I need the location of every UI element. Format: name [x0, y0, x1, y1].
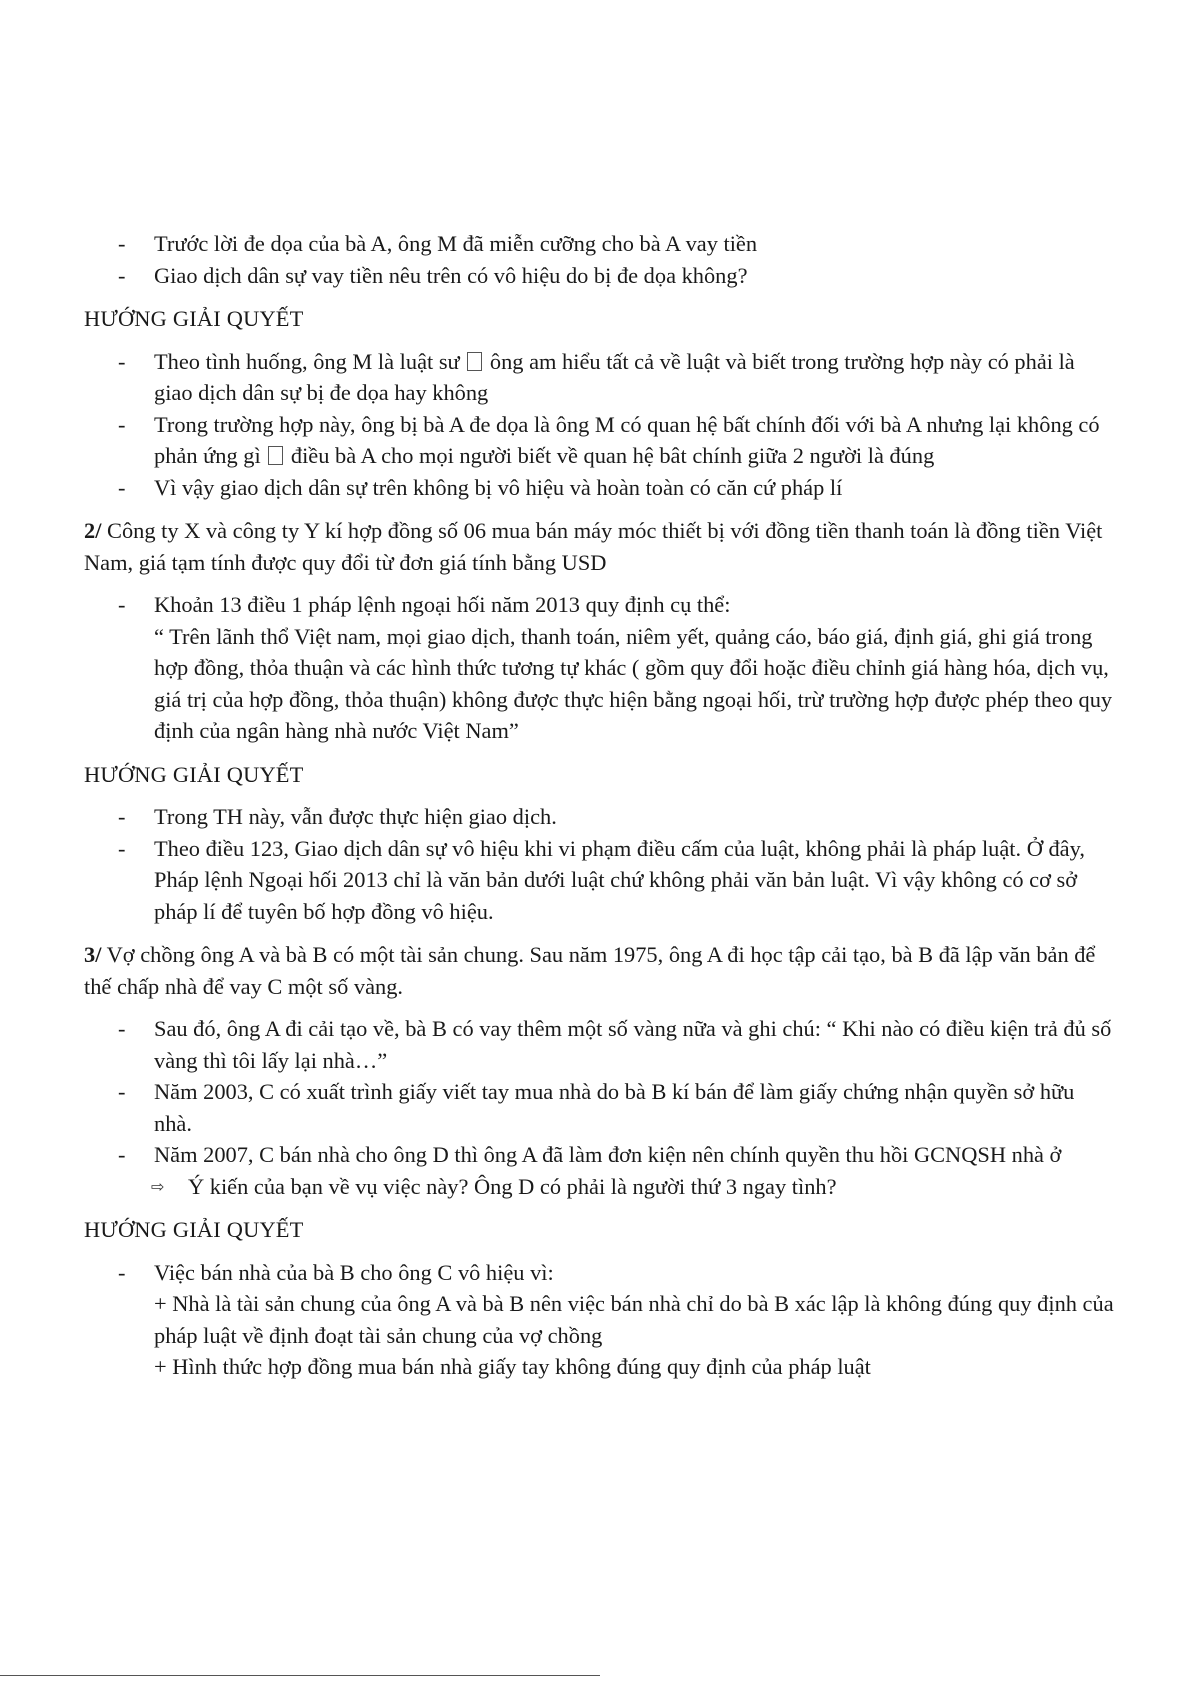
- page-content: [84, 228, 1114, 1383]
- case3-paragraph: [84, 939, 1114, 1002]
- case-number: 2/: [84, 518, 102, 543]
- case-number: 3/: [84, 942, 102, 967]
- case-text: Vợ chồng ông A và bà B có một tài sản chung. Sau năm 1975, ông A đi học tập cải tạo, bà B đã lập văn bản để thế chấp nhà để vay C một số vàng.: [84, 942, 1096, 999]
- case2-law-list: [84, 589, 1114, 747]
- solution-heading: HƯỚNG GIẢI QUYẾT: [84, 761, 304, 787]
- list-item: - Vì vậy giao dịch dân sự trên không bị vô hiệu và hoàn toàn có căn cứ pháp lí: [84, 472, 1114, 504]
- solution-text: điều bà A cho mọi người biết về quan hệ bât chính giữa 2 người là đúng: [290, 443, 935, 468]
- list-item: - Trong TH này, vẫn được thực hiện giao dịch.: [84, 801, 1114, 833]
- case2-paragraph: [84, 515, 1114, 578]
- missing-glyph-icon: [467, 352, 482, 371]
- list-item: - Sau đó, ông A đi cải tạo về, bà B có vay thêm một số vàng nữa và ghi chú: “ Khi nào có điều kiện trả đủ số vàng thì tôi lấy lại nhà…”: [84, 1013, 1114, 1076]
- solution-heading: HƯỚNG GIẢI QUYẾT: [84, 306, 304, 331]
- case3-facts-list: [84, 1013, 1114, 1171]
- list-item: [84, 409, 1114, 472]
- list-item: - Trước lời đe dọa của bà A, ông M đã miễn cưỡng cho bà A vay tiền: [84, 228, 1114, 260]
- case-text: Công ty X và công ty Y kí hợp đồng số 06 mua bán máy móc thiết bị với đồng tiền thanh toán là đồng tiền Việt Nam, giá tạm tính được quy đổi từ đơn giá tính bằng USD: [84, 518, 1103, 575]
- case3-solution-list: [84, 1257, 1114, 1383]
- arrow-right-icon: ⇨: [151, 1176, 165, 1196]
- solution-text: Trong trường hợp này, ông bị bà A đe dọa là ông M có quan hệ bất chính đối với bà A nhưng lại không có phản ứng gì: [154, 411, 1100, 468]
- solution-text: Theo tình huống, ông M là luật sư: [154, 348, 460, 374]
- page-bottom-divider: [0, 1675, 600, 1676]
- list-item: [84, 1257, 1114, 1383]
- list-item: - Năm 2007, C bán nhà cho ông D thì ông A đã làm đơn kiện nên chính quyền thu hồi GCNQSH nhà ở: [84, 1139, 1114, 1171]
- list-item: [84, 346, 1114, 409]
- solution-heading: HƯỚNG GIẢI QUYẾT: [84, 1217, 304, 1242]
- list-item: - Năm 2003, C có xuất trình giấy viết tay mua nhà do bà B kí bán để làm giấy chứng nhận quyền sở hữu nhà.: [84, 1076, 1114, 1139]
- solution-point: + Hình thức hợp đồng mua bán nhà giấy tay không đúng quy định của pháp luật: [154, 1354, 871, 1379]
- question-line: [84, 1171, 1114, 1203]
- law-quote: “ Trên lãnh thổ Việt nam, mọi giao dịch, thanh toán, niêm yết, quảng cáo, báo giá, định giá, ghi giá trong hợp đồng, thỏa thuận và các hình thức tương tự khác ( gồm quy đổi hoặc điều chỉnh giá hàng hóa, dịch vụ, giá trị của hợp đồng, thỏa thuận) không được thực hiện bằng ngoại hối, trừ trường hợp được phép theo quy định của ngân hàng nhà nước Việt Nam”: [154, 623, 1113, 743]
- solution-text: ông am hiểu tất cả về luật và biết trong trường hợp này có phải là giao dịch dân sự bị đe dọa hay không: [154, 348, 1075, 405]
- list-item: [84, 589, 1114, 747]
- list-item: - Giao dịch dân sự vay tiền nêu trên có vô hiệu do bị đe dọa không?: [84, 260, 1114, 292]
- case1-facts-list: [84, 228, 1114, 291]
- case2-solution-list: [84, 801, 1114, 927]
- question-text: Ý kiến của bạn về vụ việc này? Ông D có phải là người thứ 3 ngay tình?: [188, 1173, 837, 1199]
- solution-intro: - Việc bán nhà của bà B cho ông C vô hiệu vì:: [154, 1259, 554, 1285]
- missing-glyph-icon: [268, 446, 283, 465]
- law-intro: - Khoản 13 điều 1 pháp lệnh ngoại hối năm 2013 quy định cụ thể:: [154, 592, 731, 617]
- solution-point: + Nhà là tài sản chung của ông A và bà B nên việc bán nhà chỉ do bà B xác lập là không đúng quy định của pháp luật về định đoạt tài sản chung của vợ chồng: [154, 1291, 1114, 1348]
- list-item: - Theo điều 123, Giao dịch dân sự vô hiệu khi vi phạm điều cấm của luật, không phải là pháp luật. Ở đây, Pháp lệnh Ngoại hối 2013 chỉ là văn bản dưới luật chứ không phải văn bản luật. Vì vậy không có cơ sở pháp lí để tuyên bố hợp đồng vô hiệu.: [84, 833, 1114, 928]
- case1-solution-list: [84, 346, 1114, 504]
